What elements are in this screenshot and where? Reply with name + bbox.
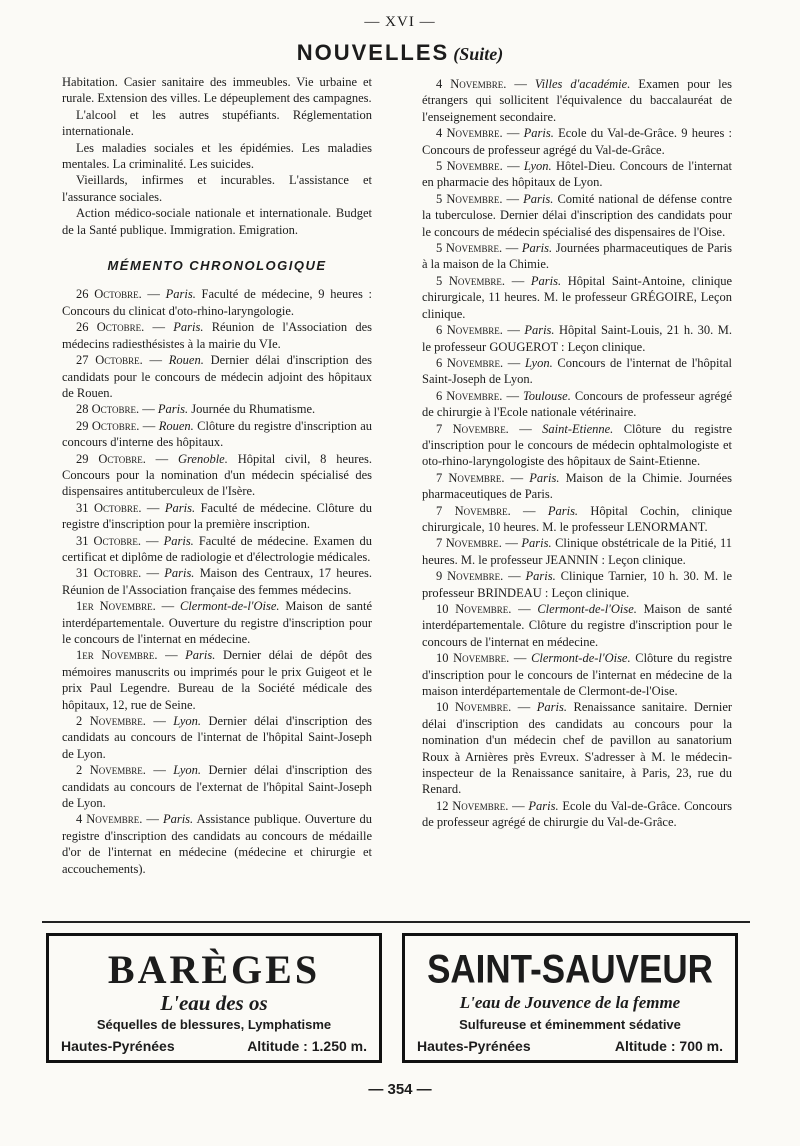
- page-number: — 354 —: [368, 1081, 432, 1098]
- entry-text: Ecole du Val-de-Grâce. Concours de professeur agrégé de chirurgie du Val-de-Grâce.: [422, 798, 733, 830]
- entry-text: Hôpital Saint-Antoine, clinique chirurgicale, 11 heures. M. le professeur GRÉGOIRE, Leçon clinique.: [422, 273, 733, 321]
- entry-city: Clermont-de-l'Oise.: [531, 651, 631, 666]
- memento-entry: 10 Novembre. — Paris. Renaissance sanitaire. Dernier délai d'inscription des candidats au concours pour la nomination d'un médecin chef de pavillon au sanatorium Roux à Arnières près Evreux. S'adresser à M. le médecin-inspecteur de la Renaissance sanitaire, à Paris, 23, rue du Renard.: [422, 700, 733, 797]
- entry-date: 2 Novembre.: [76, 763, 146, 778]
- intro-paragraph: Les maladies sociales et les épidémies. Les maladies mentales. La criminalité. Les suicides.: [62, 140, 372, 172]
- memento-entry: 1er Novembre. — Paris. Dernier délai de dépôt des mémoires manuscrits ou imprimés pour le prix Guigeot et le prix Paul Legendre. Bureau de la Société médicale des hôpitaux, 12, rue de Seine.: [62, 648, 373, 712]
- entry-date: 26 Octobre.: [76, 287, 142, 302]
- memento-entry: 10 Novembre. — Clermont-de-l'Oise. Clôture du registre d'inscription pour le concours de l'internat en médecine de la maison interdépartementale de Clermont-de-l'Oise.: [422, 651, 733, 699]
- left-entries: [62, 286, 372, 877]
- entry-city: Paris.: [164, 500, 196, 515]
- intro-paragraph: Action médico-sociale nationale et internationale. Budget de la Santé publique. Immigration. Emigration.: [62, 206, 372, 237]
- right-entries: [422, 76, 732, 831]
- entry-date: 1er Novembre.: [76, 648, 158, 663]
- entry-city: Paris.: [185, 648, 216, 663]
- entry-city: Paris.: [521, 241, 553, 256]
- entry-date: 4 Novembre.: [76, 812, 143, 827]
- entry-date: 27 Octobre.: [76, 353, 143, 368]
- memento-entry: 31 Octobre. — Paris. Maison des Centraux, 17 heures. Réunion de l'Association française des femmes médecins.: [62, 566, 373, 597]
- entry-text: Dernier délai d'inscription des candidats au concours de l'internat de l'hôpital Saint-Joseph de Lyon.: [62, 714, 373, 761]
- entry-text: Hôpital civil, 8 heures. Concours pour la nomination d'un médecin spécialisé des dispensaires antituberculeux de l'Isère.: [62, 451, 372, 499]
- memento-entry: 6 Novembre. — Lyon. Concours de l'internat de l'hôpital Saint-Joseph de Lyon.: [422, 355, 733, 387]
- ad-altitude: Altitude : 700 m.: [614, 1038, 723, 1054]
- entry-date: 6 Novembre.: [436, 388, 503, 403]
- entry-text: Clôture du registre d'inscription au concours d'interne des hôpitaux.: [62, 418, 373, 450]
- memento-entry: 2 Novembre. — Lyon. Dernier délai d'inscription des candidats au concours de l'internat de l'hôpital Saint-Joseph de Lyon.: [62, 714, 373, 761]
- entry-city: Lyon.: [524, 355, 553, 370]
- memento-entry: 9 Novembre. — Paris. Clinique Tarnier, 10 h. 30. M. le professeur BRINDEAU : Leçon clinique.: [422, 569, 732, 600]
- entry-text: Clinique obstétricale de la Pitié, 11 heures. M. le professeur JEANNIN : Leçon clinique.: [422, 536, 733, 567]
- entry-text: Ecole du Val-de-Grâce. 9 heures : Concours de professeur agrégé du Val-de-Grâce.: [422, 126, 733, 157]
- entry-text: Hôtel-Dieu. Concours de l'internat en pharmacie des hôpitaux de Lyon.: [422, 159, 733, 190]
- entry-date: 7 Novembre.: [436, 470, 505, 485]
- memento-entry: 12 Novembre. — Paris. Ecole du Val-de-Grâce. Concours de professeur agrégé de chirurgie du Val-de-Grâce.: [422, 798, 733, 830]
- entry-date: 5 Novembre.: [436, 159, 503, 174]
- memento-entry: 7 Novembre. — Paris. Maison de la Chimie. Journées pharmaceutiques de Paris.: [422, 470, 732, 502]
- entry-date: 31 Octobre.: [76, 566, 142, 581]
- entry-text: Dernier délai d'inscription des candidats au concours de l'externat de l'hôpital Saint-Joseph de Lyon.: [62, 763, 373, 811]
- entry-city: Paris.: [173, 320, 204, 335]
- intro-list: [62, 74, 372, 238]
- entry-text: Dernier délai de dépôt des mémoires manuscrits ou imprimés pour le prix Guigeot et le prix Paul Legendre. Bureau de la Société médicale des hôpitaux, 12, rue de Seine.: [62, 648, 373, 712]
- entry-city: Paris.: [521, 536, 552, 551]
- memento-entry: 4 Novembre. — Villes d'académie. Examen pour les étrangers qui sollicitent l'équivalence du baccalauréat de l'enseignement secondaire.: [422, 77, 733, 124]
- memento-entry: 10 Novembre. — Clermont-de-l'Oise. Maison de santé interdépartementale. Clôture du registre d'inscription pour le concours de l'internat en médecine.: [422, 602, 733, 649]
- memento-entry: 5 Novembre. — Paris. Hôpital Saint-Antoine, clinique chirurgicale, 11 heures. M. le professeur GRÉGOIRE, Leçon clinique.: [422, 273, 733, 321]
- memento-entry: 28 Octobre. — Paris. Journée du Rhumatisme.: [76, 402, 316, 417]
- entry-city: Rouen.: [158, 418, 194, 433]
- entry-text: Réunion de l'Association des médecins radiesthésistes à la mairie du VIe.: [62, 320, 373, 351]
- entry-date: 2 Novembre.: [76, 714, 146, 729]
- section-title-suffix: (Suite): [453, 44, 504, 64]
- entry-date: 5 Novembre.: [436, 241, 503, 256]
- memento-entry: 7 Novembre. — Saint-Etienne. Clôture du registre d'inscription pour le concours de médecin ophtalmologiste et oto-rhino-laryngologiste des hôpitaux de Saint-Etienne.: [422, 421, 732, 469]
- memento-entry: 5 Novembre. — Paris. Comité national de défense contre la tuberculose. Dernier délai d'inscription des candidats pour le concours de médecin spécialisé des dispensaires de l'Oise.: [422, 191, 733, 239]
- entry-city: Paris.: [157, 402, 189, 417]
- entry-date: 26 Octobre.: [76, 320, 145, 335]
- entry-text: Journées pharmaceutiques de Paris à la maison de la Chimie.: [422, 241, 733, 272]
- ad-brand: BARÈGES: [107, 947, 321, 992]
- entry-city: Saint-Etienne.: [542, 421, 614, 436]
- entry-date: 10 Novembre.: [436, 700, 512, 715]
- entry-text: Examen pour les étrangers qui sollicitent l'équivalence du baccalauréat de l'enseignement secondaire.: [422, 77, 733, 124]
- entry-city: Paris.: [536, 700, 567, 715]
- ad-tagline: L'eau des os: [160, 991, 268, 1015]
- entry-text: Faculté de médecine, 9 heures : Concours du clinicat d'oto-rhino-laryngologie.: [62, 287, 372, 318]
- entry-city: Paris.: [528, 798, 559, 813]
- entry-text: Hôpital Saint-Louis, 21 h. 30. M. le professeur GOUGEROT : Leçon clinique.: [422, 323, 733, 354]
- memento-entry: 29 Octobre. — Grenoble. Hôpital civil, 8 heures. Concours pour la nomination d'un médecin spécialisé des dispensaires antituberculeux de l'Isère.: [62, 451, 372, 499]
- ad-footer: [61, 1038, 367, 1054]
- entry-text: Comité national de défense contre la tuberculose. Dernier délai d'inscription des candidats pour le concours de médecin spécialisé des dispensaires de l'Oise.: [422, 191, 733, 239]
- entry-city: Paris.: [530, 273, 562, 288]
- memento-entry: 4 Novembre. — Paris. Assistance publique. Ouverture du registre d'inscription des candidats au concours de médaille d'or de l'internat en médecine (médecine et chirurgie et accouchements).: [62, 812, 373, 876]
- entry-date: 7 Novembre.: [436, 503, 511, 518]
- left-column: [62, 74, 372, 877]
- entry-city: Clermont-de-l'Oise.: [179, 599, 280, 614]
- entry-text: Clôture du registre d'inscription pour le concours de médecin ophtalmologiste et oto-rhino-laryngologiste des hôpitaux de Saint-Etienne.: [422, 421, 732, 469]
- ad-saint-sauveur: [402, 933, 738, 1063]
- ad-tagline: L'eau de Jouvence de la femme: [459, 993, 681, 1012]
- memento-heading: MÉMENTO CHRONOLOGIQUE: [107, 258, 327, 274]
- memento-entry: 7 Novembre. — Paris. Clinique obstétricale de la Pitié, 11 heures. M. le professeur JEANNIN : Leçon clinique.: [422, 536, 733, 567]
- memento-entry: 26 Octobre. — Paris. Faculté de médecine, 9 heures : Concours du clinicat d'oto-rhino-laryngologie.: [62, 287, 372, 318]
- entry-city: Paris.: [163, 533, 194, 548]
- intro-paragraph: Vieillards, infirmes et incurables. L'assistance et l'assurance sociales.: [62, 173, 372, 204]
- entry-city: Toulouse.: [523, 388, 571, 403]
- entry-text: Maison des Centraux, 17 heures. Réunion de l'Association française des femmes médecins.: [62, 566, 373, 597]
- entry-date: 6 Novembre.: [436, 323, 503, 338]
- entry-text: Concours de professeur agrégé de chirurgie à l'Ecole nationale vétérinaire.: [422, 388, 733, 420]
- entry-date: 4 Novembre.: [436, 77, 507, 91]
- intro-paragraph: L'alcool et les autres stupéfiants. Réglementation internationale.: [62, 107, 372, 139]
- entry-date: 1er Novembre.: [76, 599, 156, 614]
- entry-date: 28 Octobre.: [76, 402, 140, 417]
- ad-region: Hautes-Pyrénées: [417, 1038, 531, 1054]
- memento-entry: 31 Octobre. — Paris. Faculté de médecine. Examen du certificat et diplôme de radiologie et d'électrologie médicales.: [62, 533, 373, 564]
- entry-city: Paris.: [529, 470, 560, 485]
- memento-entry: 27 Octobre. — Rouen. Dernier délai d'inscription des candidats pour le concours de médecin adjoint des hôpitaux de Rouen.: [62, 353, 373, 400]
- entry-text: Clinique Tarnier, 10 h. 30. M. le professeur BRINDEAU : Leçon clinique.: [422, 569, 732, 600]
- entry-text: Clôture du registre d'inscription pour le concours de l'internat en médecine de la maison interdépartementale de Clermont-de-l'Oise.: [422, 651, 733, 699]
- memento-entry: 7 Novembre. — Paris. Hôpital Cochin, clinique chirurgicale, 10 heures. M. le professeur LENORMANT.: [422, 503, 732, 534]
- entry-city: Paris.: [164, 566, 195, 581]
- ad-bareges: [46, 933, 382, 1063]
- memento-entry: 4 Novembre. — Paris. Ecole du Val-de-Grâce. 9 heures : Concours de professeur agrégé du Val-de-Grâce.: [422, 126, 733, 157]
- entry-text: Maison de santé interdépartementale. Ouverture du registre d'inscription pour le concours de l'internat en médecine.: [62, 599, 373, 646]
- entry-date: 29 Octobre.: [76, 451, 146, 466]
- memento-entry: 29 Octobre. — Rouen. Clôture du registre d'inscription au concours d'interne des hôpitaux.: [62, 418, 373, 450]
- entry-city: Villes d'académie.: [534, 77, 631, 91]
- entry-city: Paris.: [523, 126, 554, 141]
- page-roman-numeral: — XVI —: [364, 14, 436, 30]
- entry-date: 4 Novembre.: [436, 126, 503, 141]
- memento-entry: 6 Novembre. — Paris. Hôpital Saint-Louis, 21 h. 30. M. le professeur GOUGEROT : Leçon clinique.: [422, 323, 733, 354]
- ad-brand: SAINT-SAUVEUR: [427, 947, 713, 992]
- entry-date: 31 Octobre.: [76, 500, 142, 515]
- entry-city: Paris.: [165, 287, 196, 302]
- entry-city: Grenoble.: [177, 451, 228, 466]
- entry-text: Journée du Rhumatisme.: [191, 402, 316, 417]
- entry-city: Paris.: [524, 323, 555, 338]
- entry-city: Lyon.: [173, 714, 202, 729]
- entry-city: Rouen.: [168, 353, 204, 368]
- entry-city: Paris.: [525, 569, 556, 584]
- entry-date: 10 Novembre.: [436, 651, 510, 666]
- entry-date: 7 Novembre.: [436, 421, 509, 436]
- entry-date: 31 Octobre.: [76, 533, 142, 548]
- entry-date: 5 Novembre.: [436, 191, 503, 206]
- entry-city: Paris.: [547, 503, 579, 518]
- section-title-main: NOUVELLES: [296, 40, 450, 65]
- memento-entry: 6 Novembre. — Toulouse. Concours de professeur agrégé de chirurgie à l'Ecole nationale vétérinaire.: [422, 388, 733, 420]
- entry-text: Faculté de médecine. Examen du certificat et diplôme de radiologie et d'électrologie médicales.: [62, 533, 373, 564]
- entry-date: 10 Novembre.: [436, 602, 512, 616]
- memento-entry: 5 Novembre. — Lyon. Hôtel-Dieu. Concours de l'internat en pharmacie des hôpitaux de Lyon.: [422, 159, 733, 190]
- entry-city: Paris.: [523, 191, 554, 206]
- memento-entry: 1er Novembre. — Clermont-de-l'Oise. Maison de santé interdépartementale. Ouverture du registre d'inscription pour le concours de l'internat en médecine.: [62, 599, 373, 646]
- entry-city: Lyon.: [173, 763, 202, 778]
- memento-entry: 2 Novembre. — Lyon. Dernier délai d'inscription des candidats au concours de l'externat de l'hôpital Saint-Joseph de Lyon.: [62, 763, 373, 811]
- ad-footer: [417, 1038, 723, 1054]
- memento-entry: 5 Novembre. — Paris. Journées pharmaceutiques de Paris à la maison de la Chimie.: [422, 241, 733, 272]
- entry-date: 6 Novembre.: [436, 355, 504, 370]
- intro-paragraph: Habitation. Casier sanitaire des immeubles. Vie urbaine et rurale. Extension des villes. Le dépeuplement des campagnes.: [62, 75, 372, 106]
- entry-city: Paris.: [162, 812, 194, 827]
- entry-city: Lyon.: [523, 159, 552, 174]
- entry-text: Renaissance sanitaire. Dernier délai d'inscription des candidats au concours pour la nomination d'un médecin chef de pavillon au sanatorium Roux à Arnières près Evreux. S'adresser à M. le médecin-inspecteur de la Renaissance sanitaire, à Paris, 23, rue du Renard.: [422, 700, 733, 797]
- section-title: [0, 40, 800, 66]
- entry-date: 29 Octobre.: [76, 418, 140, 433]
- entry-city: Clermont-de-l'Oise.: [537, 602, 637, 616]
- ad-description: Sulfureuse et éminemment sédative: [459, 1017, 681, 1032]
- entry-text: Faculté de médecine. Clôture du registre d'inscription pour la première inscription.: [62, 500, 372, 532]
- entry-text: Dernier délai d'inscription des candidats pour le concours de médecin adjoint des hôpitaux de Rouen.: [62, 353, 373, 400]
- entry-text: Hôpital Cochin, clinique chirurgicale, 10 heures. M. le professeur LENORMANT.: [422, 503, 732, 534]
- entry-date: 9 Novembre.: [436, 569, 504, 584]
- entry-text: Maison de santé interdépartementale. Clôture du registre d'inscription pour le concours de l'internat en médecine.: [422, 602, 733, 649]
- memento-entry: 26 Octobre. — Paris. Réunion de l'Association des médecins radiesthésistes à la mairie du VIe.: [62, 320, 373, 351]
- right-column: [422, 76, 732, 831]
- entry-text: Concours de l'internat de l'hôpital Saint-Joseph de Lyon.: [422, 355, 733, 387]
- entry-date: 12 Novembre.: [436, 798, 509, 813]
- ad-description: Séquelles de blessures, Lymphatisme: [96, 1017, 332, 1032]
- ad-region: Hautes-Pyrénées: [61, 1038, 175, 1054]
- entry-text: Assistance publique. Ouverture du registre d'inscription des candidats au concours de médaille d'or de l'internat en médecine (médecine et chirurgie et accouchements).: [62, 812, 373, 876]
- entry-date: 5 Novembre.: [436, 273, 506, 288]
- entry-text: Maison de la Chimie. Journées pharmaceutiques de Paris.: [422, 470, 732, 502]
- memento-entry: 31 Octobre. — Paris. Faculté de médecine. Clôture du registre d'inscription pour la première inscription.: [62, 500, 372, 532]
- ad-altitude: Altitude : 1.250 m.: [247, 1038, 367, 1054]
- divider-rule: [42, 921, 750, 923]
- entry-date: 7 Novembre.: [436, 536, 502, 551]
